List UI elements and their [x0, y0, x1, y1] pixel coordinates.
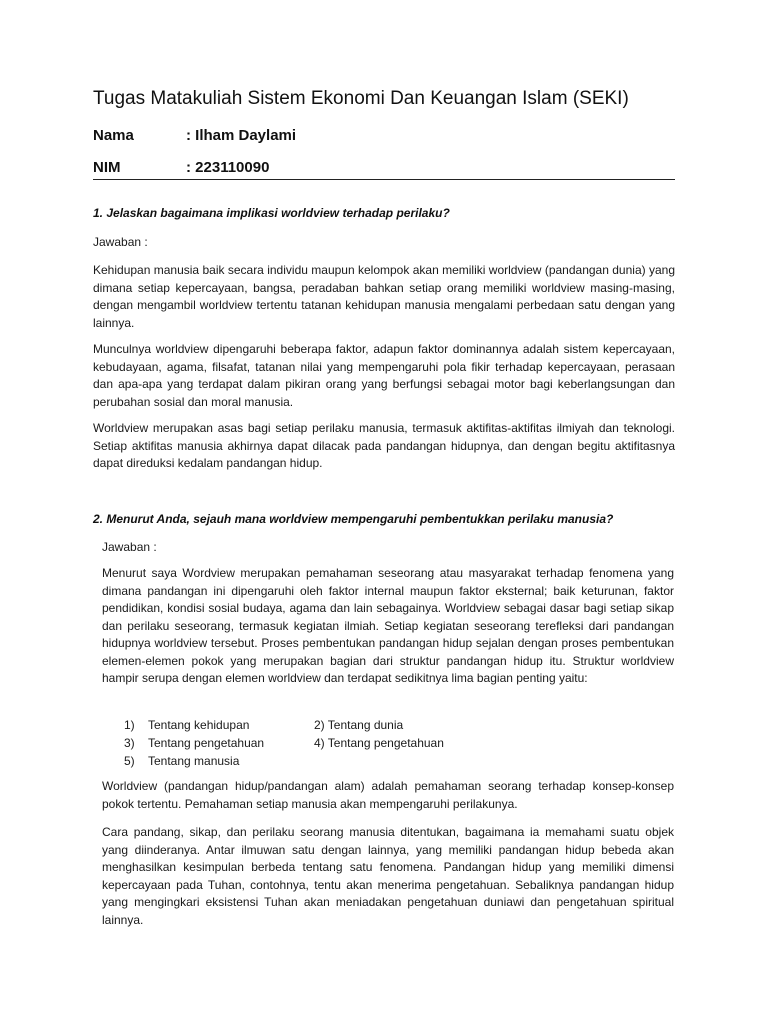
list-item [124, 734, 524, 752]
name-row [93, 127, 296, 144]
list-item-number: 1) [124, 718, 135, 732]
header-divider [93, 179, 675, 180]
worldview-elements-list [124, 716, 524, 770]
list-item [124, 716, 524, 734]
answer-2-paragraph: Menurut saya Wordview merupakan pemahaman seseorang atau masyarakat terhadap fenomena yang dimana pandangan ini dipengaruhi oleh faktor internal maupun faktor eksternal; baik keturunan, faktor pendidikan, kondisi sosial budaya, agama dan lain sebagainya. Worldview sebagai dasar bagi setiap sikap dan perilaku seseorang, termasuk kegiatan ilmiah. Setiap kegiatan seseorang terefleksi dari pandangan hidupnya worldview tersebut. Proses pembentukan pandangan hidup sejalan dengan proses pembentukan elemen-elemen pokok yang merupakan bagian dari struktur pandangan hidup itu. Struktur worldview hampir serupa dengan elemen worldview dan terdapat sedikitnya lima bagian penting yaitu: [102, 566, 674, 685]
name-value: : Ilham Daylami [186, 127, 297, 144]
nim-row [93, 159, 269, 176]
list-item-second: 2) Tentang dunia [314, 718, 404, 732]
answer-1-paragraph: Kehidupan manusia baik secara individu maupun kelompok akan memiliki worldview (pandangan dunia) yang dimana setiap kepercayaan, bangsa, peradaban bahkan setiap orang memiliki worldview masing-masing, dengan mengambil worldview tertentu tatanan kehidupan manusia mengalami perbedaan satu dengan yang lainnya. [93, 263, 675, 330]
list-item-text: Tentang manusia [148, 754, 240, 768]
answer-1-paragraph: Munculnya worldview dipengaruhi beberapa faktor, adapun faktor dominannya adalah sistem kepercayaan, kebudayaan, agama, filsafat, tatanan nilai yang mempengaruhi pola fikir terhadap kepercayaan, perasaan dan apa-apa yang terdapat dalam pikiran orang yang berfungsi sebagai motor bagi keberlangsungan dan perubahan sosial dan moral manusia. [93, 342, 675, 409]
question-2: 2. Menurut Anda, sejauh mana worldview mempengaruhi pembentukkan perilaku manusia? [93, 512, 614, 526]
list-item-number: 3) [124, 736, 135, 750]
document-title: Tugas Matakuliah Sistem Ekonomi Dan Keuangan Islam (SEKI) [93, 88, 629, 109]
answer-1-paragraph: Worldview merupakan asas bagi setiap perilaku manusia, termasuk aktifitas-aktifitas ilmiyah dan teknologi. Setiap aktifitas manusia akhirnya dapat dilacak pada pandangan hidupnya, dan dengan begitu aktifitasnya dapat direduksi kedalam pandangan hidup. [93, 421, 675, 470]
name-label: Nama [93, 127, 134, 144]
list-item-text: Tentang kehidupan [148, 718, 250, 732]
nim-value: : 223110090 [186, 159, 270, 176]
list-item [124, 752, 524, 770]
nim-label: NIM [93, 159, 121, 176]
answer-2-paragraph: Worldview (pandangan hidup/pandangan alam) adalah pemahaman seorang terhadap konsep-konsep pokok tertentu. Pemahaman setiap manusia akan mempengaruhi perilakunya. [102, 779, 674, 811]
answer-2-label: Jawaban : [102, 540, 157, 554]
question-1: 1. Jelaskan bagaimana implikasi worldview terhadap perilaku? [93, 206, 450, 220]
answer-1-label: Jawaban : [93, 235, 148, 249]
list-item-text: Tentang pengetahuan [148, 736, 265, 750]
answer-2-paragraph: Cara pandang, sikap, dan perilaku seorang manusia ditentukan, bagaimana ia memahami suatu objek yang diinderanya. Antar ilmuwan satu dengan lainnya, yang memiliki pandangan hidup bebeda akan menghasilkan kesimpulan berbeda tentang satu fenomena. Pandangan hidup yang memiliki dimensi kepercayaan pada Tuhan, contohnya, tentu akan menerima pengetahuan. Sebaliknya pandangan hidup yang mengingkari eksistensi Tuhan akan meniadakan pengetahuan duniawi dan pengetahuan spiritual lainnya. [102, 825, 674, 927]
list-item-second: 4) Tentang pengetahuan [314, 736, 444, 750]
list-item-number: 5) [124, 754, 135, 768]
